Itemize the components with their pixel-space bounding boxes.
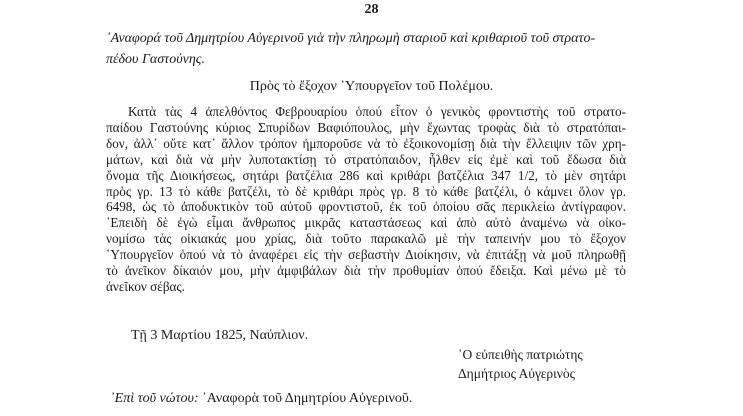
body-line: νομίσω τὰς οἰκιακάς μου χρίας, διὰ τοῦτο παρακαλῶ μὲ τὴν ταπεινήν μου τὸ ἔξοχον: [106, 231, 626, 247]
signature-block: [458, 345, 583, 383]
endorsement-label: ᾿Επὶ τοῦ νώτου:: [110, 391, 199, 406]
signature-line-2: Δημήτριος Αὐγερινὸς: [458, 366, 575, 381]
signature-line-1: ῾Ο εὐπειθὴς πατριώτης: [458, 347, 583, 362]
body-line: ῾Υπουργεῖον ὁπού νὰ τὸ ἀναφέρει εἰς τὴν σεβαστὴν Διοίκησιν, νὰ ἐπιτάξῃ νὰ μοῦ πληρωθῇ: [106, 247, 626, 263]
page-number: 28: [364, 2, 379, 17]
date-line: Τῇ 3 Μαρτίου 1825, Ναύπλιον.: [131, 328, 309, 343]
document-heading: [106, 28, 626, 70]
body-line: ἀνεῖκον σέβας.: [106, 278, 185, 294]
body-line: μάτων, καὶ διὰ νὰ μὴν λυποτακτίσῃ τὸ στρατόπαιδον, ἦλθεν εἰς ἐμὲ καὶ τοῦ ἔδωσα διὰ: [106, 151, 626, 167]
body-line: 6498, ὡς τὸ ἀποδυκτικὸν τοῦ αὐτοῦ φροντιστοῦ, ἐκ τοῦ ὁποίου σᾶς περικλείω ἀντίγραφον.: [106, 199, 626, 215]
body-line: τὸ ἀνεῖκον δίκαιόν μου, μὴν ἀμφιβάλων διὰ τὴν προθυμίαν ὁπού ἔδειξα. Καὶ μένω μὲ τὸ: [106, 263, 626, 279]
letter-body: [106, 104, 626, 295]
endorsement-text: ᾿Αναφορὰ τοῦ Δημητρίου Αὐγερινοῦ.: [202, 391, 413, 406]
body-line: παίδου Γαστούνης κύριος Σπυρίδων Βαφιόπουλος, μὴν ἔχωντας τροφὰς διὰ τὸ στρατόπαι-: [106, 119, 626, 135]
body-line: ὄνομα τῆς Διοικήσεως, σητάρι βατζέλια 286 καὶ κριθάρι βατζέλια 347 1/2, τὸ μὲν σητάρι: [106, 167, 626, 183]
body-line: Κατὰ τὰς 4 ἀπελθόντος Φεβρουαρίου ὁπού εἶτον ὁ γενικὸς φροντιστὴς τοῦ στρατο-: [128, 104, 626, 119]
body-line: πρὸς γρ. 13 τὸ κάθε βατζέλι, τὸ δὲ κριθάρι πρὸς γρ. 8 τὸ κάθε βατζέλι, ὁ κάμνει ὅλον γρ.: [106, 183, 626, 199]
addressee: Πρὸς τὸ ἔξοχον ῾Υπουργεῖον τοῦ Πολέμου.: [249, 79, 494, 94]
heading-line-1: ᾿Αναφορά τοῦ Δημητρίου Αὐγερινοῦ γιὰ τὴν πληρωμὴ σταριοῦ καὶ κριθαριοῦ τοῦ στρατο-: [106, 31, 596, 46]
body-line: δον, ἀλλ᾿ οὔτε κατ᾿ ἄλλον τρόπον ἠμποροῦσε νὰ τὸ ἐξοικονομίσῃ διὰ τὴν ἔλλειψιν τῶν χρη-: [106, 135, 626, 151]
body-line: ᾿Επειδὴ δὲ ἐγὼ εἶμαι ἄνθρωπος μικρᾶς καταστάσεως καὶ ἀπὸ αὐτὸ ἀναμένω νὰ οἰκο-: [106, 215, 626, 231]
endorsement: [110, 391, 412, 407]
heading-line-2: πέδου Γαστούνης.: [106, 52, 205, 67]
